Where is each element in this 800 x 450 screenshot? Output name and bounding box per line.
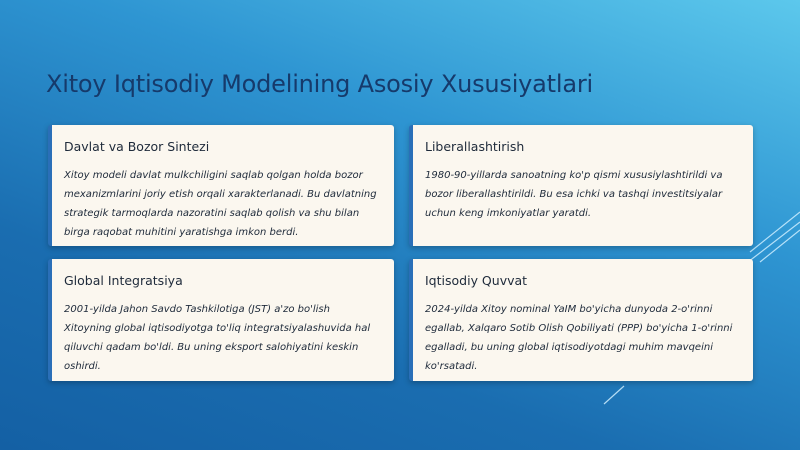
decorative-line [750,212,800,252]
card-text: Xitoy modeli davlat mulkchiligini saqlab qolgan holda bozor mexanizmlarini joriy etish orqali xarakterlanadi. Bu davlatning strategik tarmoqlarda nazoratini saqlab qolish va shu bilan birga raqobat muhitini yaratishga imkon berdi. [64,170,377,238]
card-text: 1980-90-yillarda sanoatning ko'p qismi xususiylashtirildi va bozor liberallashtirildi. Bu esa ichki va tashqi investitsiyalar uchun keng imkoniyatlar yaratdi. [425,170,723,219]
slide-title: Xitoy Iqtisodiy Modelining Asosiy Xususiyatlari [46,70,594,98]
card-heading: Davlat va Bozor Sintezi [64,139,210,154]
feature-card-liberalization [409,125,753,246]
card-text: 2001-yilda Jahon Savdo Tashkilotiga (JST) a'zo bo'lish Xitoyning global iqtisodiyotga to'liq integratsiyalashuvida hal qiluvchi qadam bo'ldi. Bu uning eksport salohiyatini keskin oshirdi. [64,304,371,372]
decorative-line [760,230,800,262]
feature-card-economic-power [409,259,753,381]
card-heading: Iqtisodiy Quvvat [425,273,528,288]
feature-card-global-integration [48,259,394,381]
card-heading: Global Integratsiya [64,273,183,288]
card-text: 2024-yilda Xitoy nominal YaIM bo'yicha dunyoda 2-o'rinni egallab, Xalqaro Sotib Olish Qobiliyati (PPP) bo'yicha 1-o'rinni egalladi, bu uning global iqtisodiyotdagi muhim mavqeini ko'rsatadi. [425,304,733,372]
decorative-line [748,222,800,262]
card-heading: Liberallashtirish [425,139,525,154]
feature-card-state-market [48,125,394,246]
decorative-line [604,386,624,404]
